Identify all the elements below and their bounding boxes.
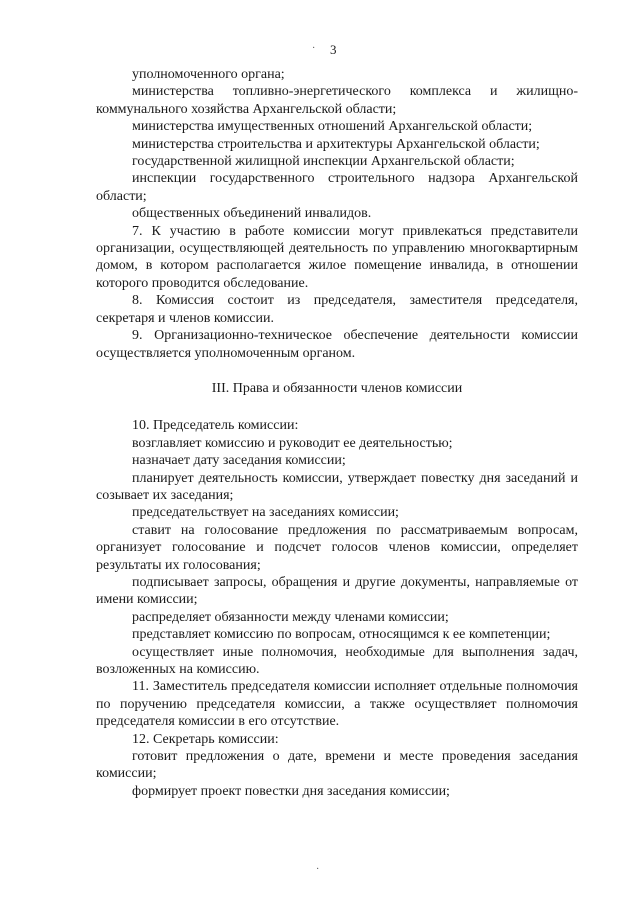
paragraph: назначает дату заседания комиссии;: [132, 453, 346, 469]
scan-speck: ·: [312, 43, 316, 54]
paragraph: подписывает запросы, обращения и другие документы, направляемые от имени комиссии;: [96, 574, 578, 608]
paragraph: 7. К участию в работе комиссии могут привлекаться представители организации, осуществляющей деятельность по управлению многоквартирным домом, в котором располагается жилое помещение инвалида, в отношении которого проводится обследование.: [96, 223, 578, 291]
scan-speck: ·: [316, 864, 320, 875]
paragraph: общественных объединений инвалидов.: [132, 206, 372, 222]
paragraph: 8. Комиссия состоит из председателя, заместителя председателя, секретаря и членов комиссии.: [96, 293, 578, 326]
paragraph: формирует проект повестки дня заседания комиссии;: [132, 783, 450, 799]
document-body: [96, 66, 578, 800]
paragraph: представляет комиссию по вопросам, относящимся к ее компетенции;: [132, 627, 551, 643]
paragraph: министерства имущественных отношений Архангельской области;: [132, 119, 533, 135]
paragraph: государственной жилищной инспекции Архангельской области;: [132, 154, 515, 170]
paragraph: министерства строительства и архитектуры Архангельской области;: [132, 136, 540, 152]
paragraph: председательствует на заседаниях комиссии;: [132, 505, 399, 521]
paragraph: 12. Секретарь комиссии:: [132, 731, 279, 747]
section-heading: III. Права и обязанности членов комиссии: [211, 380, 463, 396]
page-number: 3: [330, 42, 337, 57]
paragraph: готовит предложения о дате, времени и месте проведения заседания комиссии;: [96, 749, 578, 782]
paragraph: 9. Организационно-техническое обеспечение деятельности комиссии осуществляется уполномоченным органом.: [96, 328, 578, 361]
paragraph: ставит на голосование предложения по рассматриваемым вопросам, организует голосование и подсчет голосов членов комиссии, определяет результаты их голосования;: [96, 522, 578, 573]
paragraph: министерства топливно-энергетического комплекса и жилищно-коммунального хозяйства Архангельской области;: [96, 84, 578, 117]
paragraph: распределяет обязанности между членами комиссии;: [132, 609, 449, 625]
paragraph: уполномоченного органа;: [132, 67, 285, 82]
paragraph: осуществляет иные полномочия, необходимые для выполнения задач, возложенных на комиссию.: [96, 644, 578, 677]
paragraph: планирует деятельность комиссии, утверждает повестку дня заседаний и созывает их заседания;: [96, 470, 578, 503]
paragraph: инспекции государственного строительного надзора Архангельской области;: [96, 171, 578, 204]
paragraph: 10. Председатель комиссии:: [132, 418, 299, 434]
paragraph: 11. Заместитель председателя комиссии исполняет отдельные полномочия по поручению председателя комиссии, а также осуществляет полномочия председателя комиссии в его отсутствие.: [96, 679, 578, 730]
paragraph: возглавляет комиссию и руководит ее деятельностью;: [132, 435, 453, 451]
